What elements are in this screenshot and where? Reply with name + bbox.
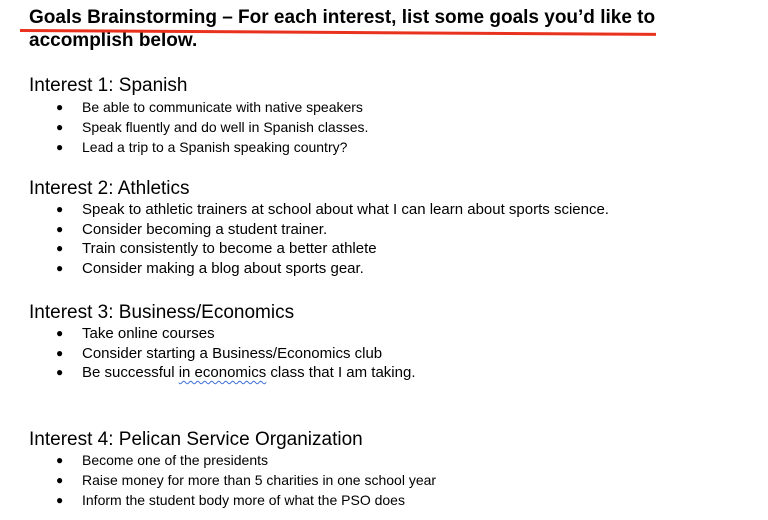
bullet-icon: ● [56,120,64,134]
bullet-icon: ● [56,326,64,340]
goal-text: Consider becoming a student trainer. [82,220,328,238]
list-item [29,491,749,511]
goal-text: Speak fluently and do well in Spanish classes. [82,119,369,135]
list-item [29,239,749,259]
bullet-icon: ● [56,100,64,114]
bullet-icon: ● [56,365,64,380]
list-item [29,471,749,491]
list-item [29,137,749,157]
list-item [29,220,749,240]
goal-list-3 [29,324,749,383]
interest-heading-3: Interest 3: Business/Economics [29,302,295,323]
interest-heading-1: Interest 1: Spanish [29,75,188,96]
goal-text: Train consistently to become a better athlete [82,240,377,258]
goal-text: Speak to athletic trainers at school about what I can learn about sports science. [82,201,609,218]
goal-list-4 [29,451,749,510]
list-item [29,363,749,383]
list-item [29,200,749,220]
list-item [29,117,749,137]
goal-text: Inform the student body more of what the PSO does [82,491,405,508]
goal-list-1 [29,97,749,157]
interest-section-4 [29,429,749,510]
bullet-icon: ● [56,140,64,154]
goal-list-2 [29,200,749,278]
bullet-icon: ● [56,221,64,236]
interest-section-1 [29,75,749,157]
goal-text-before: Be successful [82,364,179,382]
list-item [29,324,749,344]
bullet-icon: ● [56,241,64,256]
bullet-icon: ● [56,202,64,216]
goal-text: Take online courses [82,325,215,342]
goal-text: Raise money for more than 5 charities in one school year [82,471,437,488]
interest-section-3 [29,302,749,383]
bullet-icon: ● [56,260,64,275]
page-title: Goals Brainstorming – For each interest, list some goals you’d like to accomplish below. [29,7,656,51]
bullet-icon: ● [56,453,64,467]
interest-heading-2: Interest 2: Athletics [29,178,190,199]
goal-text: Become one of the presidents [82,452,269,468]
bullet-icon: ● [56,472,64,487]
list-item [29,451,749,471]
interest-section-2 [29,178,749,278]
goal-text: Be able to communicate with native speakers [82,99,363,115]
list-item [29,259,749,279]
goal-text: Consider making a blog about sports gear. [82,259,364,277]
interest-heading-4: Interest 4: Pelican Service Organization [29,429,363,450]
grammar-flagged-text[interactable]: in economics [178,364,267,382]
list-item [29,344,749,364]
goal-text-after: class that I am taking. [266,364,416,382]
list-item [29,97,749,117]
goal-text: Lead a trip to a Spanish speaking country? [82,139,348,155]
bullet-icon: ● [56,345,64,360]
goal-text: Consider starting a Business/Economics club [82,344,383,362]
bullet-icon: ● [56,492,64,507]
